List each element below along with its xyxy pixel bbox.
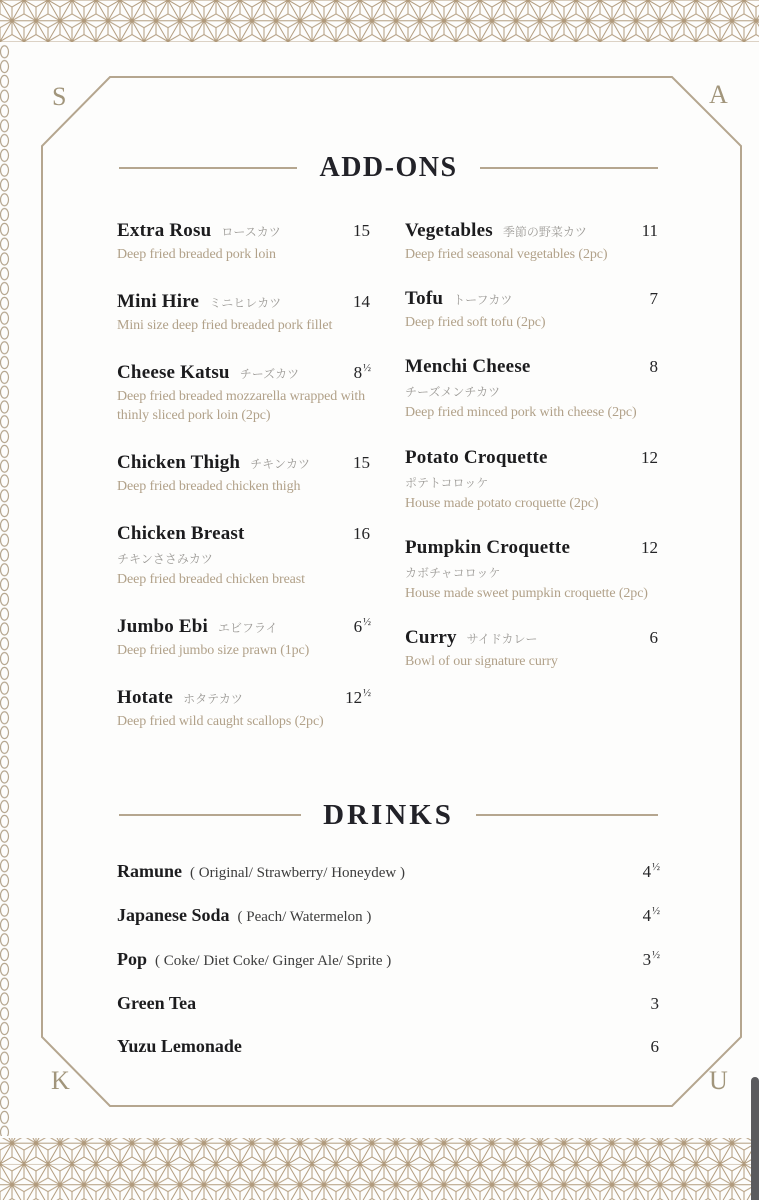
- header-rule-right: [480, 167, 658, 169]
- item-name: Chicken Thigh: [117, 451, 241, 473]
- item-japanese-label: チキンカツ: [250, 456, 311, 471]
- item-japanese-label: ミニヒレカツ: [209, 296, 282, 311]
- menu-item-hotate: [117, 687, 371, 731]
- item-price: 15: [353, 221, 370, 240]
- item-japanese-label: エビフライ: [218, 621, 278, 636]
- drink-name: Ramune: [117, 860, 183, 881]
- item-price: 12: [641, 537, 658, 557]
- item-price: 14: [353, 292, 370, 312]
- corner-letter-u: U: [709, 1066, 728, 1095]
- item-description: House made sweet pumpkin croquette (2pc): [405, 585, 648, 601]
- left-edge-chain-pattern: [0, 44, 10, 1136]
- item-description: Deep fried breaded mozzarella wrapped with thinly sliced pork loin (2pc): [117, 389, 366, 423]
- item-name: Jumbo Ebi: [117, 616, 209, 638]
- item-price: 11: [641, 221, 658, 240]
- menu-item-chicken-breast: [117, 523, 371, 589]
- menu-item-tofu: [405, 288, 659, 332]
- item-name: Tofu: [405, 288, 444, 310]
- menu-item-extra-rosu: [117, 220, 371, 264]
- corner-letter-k: K: [51, 1066, 70, 1095]
- addons-section-header: [119, 152, 658, 184]
- menu-item-mini-hire: [117, 291, 371, 335]
- item-price: 16: [353, 523, 370, 543]
- drink-options: ( Original/ Strawberry/ Honeydew ): [190, 864, 405, 881]
- item-price: $8^{\frac{1}{2}}$: [353, 363, 371, 383]
- item-description: Deep fried breaded chicken thigh: [117, 478, 301, 494]
- menu-item-jumbo-ebi: [117, 616, 371, 660]
- item-description: Bowl of our signature curry: [405, 653, 558, 669]
- menu-item-chicken-thigh: [117, 452, 371, 496]
- addons-left-column: [117, 220, 371, 759]
- item-japanese-label: サイドカレー: [466, 631, 538, 646]
- item-name: Extra Rosu: [117, 220, 212, 241]
- corner-letter-a: A: [709, 80, 728, 109]
- drink-price: $3^{\frac{1}{2}}$: [642, 949, 660, 969]
- addons-right-column: [405, 220, 659, 759]
- item-name: Menchi Cheese: [405, 356, 531, 378]
- item-description: Mini size deep fried breaded pork fillet: [117, 318, 333, 334]
- drink-options: ( Peach/ Watermelon ): [237, 908, 372, 925]
- item-name: Hotate: [117, 687, 174, 709]
- drink-options: ( Coke/ Diet Coke/ Ginger Ale/ Sprite ): [155, 952, 392, 969]
- drinks-title: DRINKS: [323, 798, 454, 831]
- item-price: 6: [649, 627, 658, 647]
- drink-item-green-tea: [117, 988, 660, 1016]
- menu-content: [117, 152, 660, 1074]
- item-description: Deep fried minced pork with cheese (2pc): [405, 405, 637, 421]
- drink-item-pop: [117, 944, 660, 973]
- item-japanese-label: チーズメンチカツ: [405, 385, 501, 400]
- drink-name: Japanese Soda: [117, 904, 230, 925]
- item-price: 7: [649, 289, 658, 309]
- header-rule-left: [119, 167, 297, 169]
- menu-item-pumpkin-croquette: [405, 537, 659, 603]
- menu-item-curry: [405, 627, 659, 671]
- item-description: Deep fried breaded pork loin: [117, 247, 276, 262]
- asanoha-pattern-bottom: [0, 1138, 759, 1200]
- item-name: Chicken Breast: [117, 522, 245, 544]
- item-price: 15: [353, 452, 370, 472]
- menu-item-cheese-katsu: [117, 362, 371, 424]
- item-japanese-label: トーフカツ: [453, 293, 513, 308]
- item-name: Curry: [405, 626, 457, 648]
- menu-item-potato-croquette: [405, 447, 659, 513]
- item-japanese-label: チーズカツ: [239, 367, 300, 382]
- item-japanese-label: ポテトコロッケ: [405, 475, 489, 490]
- item-price: $6^{\frac{1}{2}}$: [353, 617, 371, 637]
- item-japanese-label: チキンささみカツ: [117, 551, 213, 566]
- item-description: Deep fried wild caught scallops (2pc): [117, 714, 324, 730]
- corner-letter-s: S: [52, 82, 67, 111]
- item-description: Deep fried jumbo size prawn (1pc): [117, 643, 310, 659]
- header-rule-right: [476, 814, 658, 816]
- menu-item-vegetables: [405, 220, 659, 264]
- drink-price: $4^{\frac{1}{2}}$: [642, 861, 660, 881]
- drink-price: 6: [650, 1036, 659, 1056]
- item-description: Deep fried soft tofu (2pc): [405, 315, 546, 331]
- item-name: Pumpkin Croquette: [405, 536, 571, 558]
- addons-title: ADD-ONS: [319, 152, 458, 183]
- item-name: Mini Hire: [117, 291, 200, 313]
- drink-name: Green Tea: [117, 992, 197, 1013]
- asanoha-pattern-top: [0, 0, 759, 42]
- item-name: Vegetables: [405, 220, 493, 241]
- item-japanese-label: ロースカツ: [221, 225, 281, 239]
- scrollbar-thumb[interactable]: [751, 1077, 759, 1200]
- item-japanese-label: 季節の野菜カツ: [502, 225, 587, 239]
- item-description: House made potato croquette (2pc): [405, 495, 599, 511]
- item-description: Deep fried breaded chicken breast: [117, 571, 305, 587]
- item-description: Deep fried seasonal vegetables (2pc): [405, 247, 608, 262]
- drink-price: $4^{\frac{1}{2}}$: [642, 905, 660, 925]
- menu-item-menchi-cheese: [405, 356, 659, 422]
- item-name: Potato Croquette: [405, 446, 548, 468]
- item-japanese-label: カボチャコロッケ: [405, 565, 501, 580]
- item-japanese-label: ホタテカツ: [183, 692, 243, 707]
- drinks-list: [117, 856, 660, 1059]
- item-price: 8: [649, 357, 658, 377]
- drink-item-yuzu-lemonade: [117, 1031, 660, 1059]
- drinks-section-header: [119, 799, 658, 832]
- drink-item-japanese-soda: [117, 900, 660, 929]
- drink-item-ramune: [117, 856, 660, 885]
- item-price: $12^{\frac{1}{2}}$: [345, 688, 371, 708]
- drink-name: Pop: [117, 948, 148, 969]
- addons-columns: [117, 220, 660, 759]
- drink-price: 3: [650, 993, 659, 1013]
- drink-name: Yuzu Lemonade: [117, 1035, 242, 1056]
- item-price: 12: [641, 447, 658, 467]
- item-name: Cheese Katsu: [117, 362, 230, 384]
- header-rule-left: [119, 814, 301, 816]
